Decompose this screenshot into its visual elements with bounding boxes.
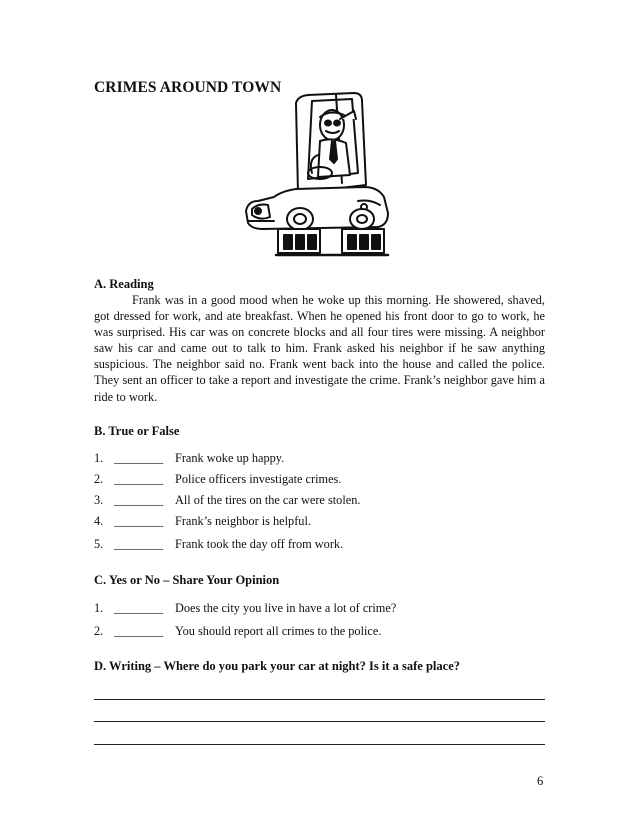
- page-number: 6: [537, 774, 544, 788]
- writing-answer-line[interactable]: [94, 699, 545, 700]
- item-number: 2.: [94, 624, 104, 638]
- item-statement: Frank’s neighbor is helpful.: [175, 514, 311, 528]
- item-number: 1.: [94, 451, 104, 465]
- item-number: 4.: [94, 514, 104, 528]
- section-d-heading: D. Writing – Where do you park your car at night? Is it a safe place?: [94, 659, 460, 673]
- item-number: 2.: [94, 472, 104, 486]
- item-number: 1.: [94, 601, 104, 615]
- answer-blank[interactable]: ________: [114, 601, 164, 615]
- reading-passage: Frank was in a good mood when he woke up this morning. He showered, shaved, got dressed for work, and ate breakfast. When he opened his front door to go to work, he was surprised. His car was on concrete blocks and all four tires were missing. A neighbor saw his car and came out to talk to him. Frank asked his neighbor if he saw anything suspicious. The neighbor said no. Frank went back into the house and called the police. They sent an officer to take a report and investigate the crime. Frank’s neighbor gave him a ride to work.: [94, 293, 545, 404]
- item-statement: Frank woke up happy.: [175, 451, 285, 465]
- item-statement: All of the tires on the car were stolen.: [175, 493, 361, 507]
- item-statement: Police officers investigate crimes.: [175, 472, 342, 486]
- answer-blank[interactable]: ________: [114, 451, 164, 465]
- item-number: 3.: [94, 493, 104, 507]
- answer-blank[interactable]: ________: [114, 514, 164, 528]
- section-c-heading: C. Yes or No – Share Your Opinion: [94, 573, 280, 587]
- item-number: 5.: [94, 537, 104, 551]
- item-statement: Frank took the day off from work.: [175, 537, 344, 551]
- answer-blank[interactable]: ________: [114, 624, 164, 638]
- section-b-heading: B. True or False: [94, 424, 180, 438]
- answer-blank[interactable]: ________: [114, 537, 164, 551]
- writing-answer-line[interactable]: [94, 744, 545, 745]
- answer-blank[interactable]: ________: [114, 493, 164, 507]
- item-statement: You should report all crimes to the police.: [175, 624, 382, 638]
- item-statement: Does the city you live in have a lot of crime?: [175, 601, 397, 615]
- car-on-blocks-cartoon-icon: [238, 89, 398, 261]
- page-title: CRIMES AROUND TOWN: [94, 79, 282, 96]
- writing-answer-line[interactable]: [94, 721, 545, 722]
- answer-blank[interactable]: ________: [114, 472, 164, 486]
- section-a-heading: A. Reading: [94, 277, 154, 291]
